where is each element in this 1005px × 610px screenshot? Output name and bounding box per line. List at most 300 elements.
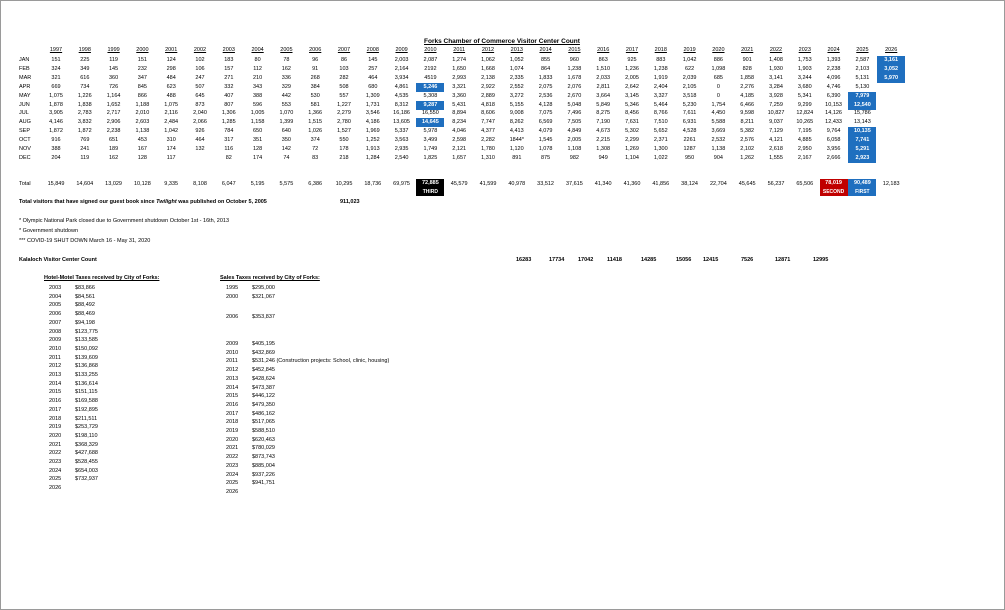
hotel-tax-amount: $169,588 xyxy=(75,398,98,405)
table-cell: 5,291 xyxy=(848,145,876,154)
table-cell: 1,652 xyxy=(106,101,121,108)
table-cell: 336 xyxy=(281,74,291,81)
table-cell: 78 xyxy=(283,57,290,63)
year-header: 2020 xyxy=(712,47,725,53)
table-cell: 2,033 xyxy=(596,74,611,81)
total-cell: 6,047 xyxy=(221,181,236,187)
table-cell: 2,670 xyxy=(567,92,582,99)
rank-third-badge: THIRD xyxy=(416,188,444,196)
table-cell: 680 xyxy=(368,83,378,90)
sales-tax-year: 2014 xyxy=(226,384,239,391)
table-cell: 103 xyxy=(339,65,349,72)
total-cell: 45,579 xyxy=(450,181,468,187)
table-cell: 7,747 xyxy=(481,119,495,126)
table-cell: 12,540 xyxy=(848,101,876,110)
total-cell: 18,736 xyxy=(364,181,382,187)
table-cell: 145 xyxy=(109,65,119,72)
hotel-tax-amount: $528,455 xyxy=(75,459,98,465)
table-cell: 2,238 xyxy=(826,65,841,72)
table-cell: 1,026 xyxy=(308,128,323,135)
table-cell: 2,102 xyxy=(740,146,755,152)
sales-tax-amount: $432,869 xyxy=(252,349,275,356)
year-header: 2015 xyxy=(568,47,581,53)
table-cell: 321 xyxy=(51,74,61,81)
table-cell: 1,238 xyxy=(567,65,582,72)
table-cell: 901 xyxy=(742,57,752,63)
table-cell: 7,129 xyxy=(769,128,783,135)
table-cell: 2,618 xyxy=(769,146,783,152)
year-header: 2013 xyxy=(510,47,523,53)
table-cell: 640 xyxy=(281,128,291,135)
table-cell: 1,269 xyxy=(625,146,639,152)
table-cell: 1,527 xyxy=(337,128,351,135)
table-cell xyxy=(877,145,905,154)
hotel-tax-year: 2019 xyxy=(49,424,62,431)
table-cell: 3,546 xyxy=(365,110,380,117)
table-cell: 3,518 xyxy=(682,92,697,99)
kalaloch-value: 7526 xyxy=(741,257,754,263)
month-label: FEB xyxy=(19,65,30,72)
table-cell: 1,227 xyxy=(337,101,351,108)
table-cell: 4,186 xyxy=(365,119,380,126)
table-cell: 1,833 xyxy=(538,74,553,81)
hotel-tax-amount: $150,092 xyxy=(75,345,98,352)
table-cell: 271 xyxy=(224,74,234,81)
table-cell: 174 xyxy=(166,146,176,152)
table-cell: 2,484 xyxy=(164,119,179,126)
table-cell: 7,190 xyxy=(596,119,611,126)
hotel-tax-amount: $133,255 xyxy=(75,372,98,378)
hotel-tax-amount: $192,895 xyxy=(75,406,98,413)
table-cell: 407 xyxy=(224,92,234,99)
hotel-tax-year: 2017 xyxy=(49,406,62,413)
table-cell: 1,668 xyxy=(481,65,495,72)
table-cell: 875 xyxy=(541,154,551,161)
total-cell: 69,975 xyxy=(393,181,410,187)
kalaloch-value: 14285 xyxy=(641,257,657,263)
table-cell: 645 xyxy=(195,92,205,99)
year-header: 1998 xyxy=(78,47,91,53)
table-cell: 2,780 xyxy=(337,119,351,126)
sales-tax-amount: $780,029 xyxy=(252,445,275,452)
table-cell: 669 xyxy=(51,83,61,90)
table-cell: 1,164 xyxy=(106,92,121,99)
table-cell: 1,005 xyxy=(250,110,265,117)
table-cell: 3,161 xyxy=(877,56,905,65)
kalaloch-value: 12995 xyxy=(813,257,829,263)
table-cell: 3,905 xyxy=(49,110,63,117)
total-cell: 5,575 xyxy=(279,181,294,187)
kalaloch-value: 12871 xyxy=(775,257,791,263)
sales-tax-amount: $873,743 xyxy=(252,454,275,461)
table-cell: 828 xyxy=(742,65,752,72)
table-cell: 1,074 xyxy=(509,65,524,72)
table-cell: 950 xyxy=(685,154,695,161)
table-cell: 9,008 xyxy=(509,110,524,117)
hotel-tax-amount: $151,115 xyxy=(75,389,98,396)
total-cell: 40,978 xyxy=(508,181,526,187)
table-cell: 2,642 xyxy=(625,83,639,90)
table-cell: 80 xyxy=(254,57,261,63)
kalaloch-value: 17042 xyxy=(578,257,594,263)
hotel-tax-year: 2024 xyxy=(49,467,62,474)
table-cell: 2,923 xyxy=(848,154,876,163)
sales-tax-amount: $428,624 xyxy=(252,375,275,382)
table-cell: 268 xyxy=(310,74,320,81)
table-cell: 310 xyxy=(166,137,176,144)
table-cell: 5,302 xyxy=(625,128,639,135)
table-cell: 4,861 xyxy=(394,83,409,90)
hotel-tax-year: 2012 xyxy=(49,363,62,370)
guestbook-label-text-a: Total visitors that have signed our guest book since xyxy=(19,199,157,205)
month-label: NOV xyxy=(19,146,31,152)
table-cell: 4,096 xyxy=(826,74,841,81)
table-cell: 2,783 xyxy=(77,110,92,117)
table-cell: 384 xyxy=(310,83,320,90)
kalaloch-value: 15056 xyxy=(676,257,692,263)
table-cell: 4,146 xyxy=(49,119,63,126)
table-cell: 2,922 xyxy=(481,83,495,90)
sales-tax-year: 2018 xyxy=(226,419,239,426)
sales-tax-year: 2006 xyxy=(226,314,239,320)
table-cell: 2,010 xyxy=(135,110,150,117)
table-cell: 10,827 xyxy=(767,110,785,117)
month-label: APR xyxy=(19,83,31,90)
table-cell: 1,262 xyxy=(740,154,755,161)
table-cell: 2,005 xyxy=(625,74,639,81)
total-cell: 13,029 xyxy=(105,181,122,187)
table-cell: 2,811 xyxy=(596,83,610,90)
table-cell: 82 xyxy=(225,154,232,161)
table-cell: 1,075 xyxy=(49,92,63,99)
table-cell: 863 xyxy=(598,57,608,63)
table-cell: 442 xyxy=(281,92,291,99)
sales-tax-year: 1995 xyxy=(226,285,239,291)
table-cell: 2,279 xyxy=(337,110,351,117)
table-cell: 116 xyxy=(224,146,234,152)
table-cell: 1,252 xyxy=(365,137,380,144)
table-cell: 2,167 xyxy=(797,154,812,161)
guestbook-label xyxy=(19,199,267,205)
table-cell: 2,005 xyxy=(567,137,582,144)
table-cell: 1844* xyxy=(509,137,524,144)
table-cell: 1,930 xyxy=(769,65,783,72)
hotel-tax-year: 2021 xyxy=(49,441,62,448)
table-cell: 784 xyxy=(224,128,234,135)
sales-tax-amount: $321,067 xyxy=(252,293,275,300)
table-cell: 5,341 xyxy=(797,92,812,99)
table-cell: 1,913 xyxy=(365,146,380,152)
table-cell: 1,878 xyxy=(49,101,63,108)
table-cell: 189 xyxy=(109,146,119,152)
hotel-tax-year: 2018 xyxy=(49,415,62,422)
table-cell: 4,413 xyxy=(509,128,524,135)
table-cell: 7,075 xyxy=(538,110,553,117)
table-cell: 8,262 xyxy=(509,119,524,126)
table-cell: 7,611 xyxy=(682,110,697,117)
table-cell: 1,919 xyxy=(653,74,668,81)
table-cell: 5,337 xyxy=(394,128,409,135)
year-header: 2023 xyxy=(798,47,811,53)
table-cell: 7,741 xyxy=(848,136,876,145)
table-cell: 873 xyxy=(195,101,205,108)
year-header: 1997 xyxy=(49,47,63,53)
hotel-tax-year: 2009 xyxy=(49,337,62,344)
table-cell xyxy=(877,92,905,101)
table-cell: 2,066 xyxy=(193,119,207,126)
table-cell: 10,265 xyxy=(796,119,814,126)
table-cell: 866 xyxy=(137,92,147,99)
table-cell: 7,631 xyxy=(625,119,639,126)
table-cell: 13,143 xyxy=(853,119,871,126)
table-cell: 960 xyxy=(569,57,579,63)
sales-tax-amount: $405,195 xyxy=(252,341,275,347)
table-cell: 651 xyxy=(109,137,119,144)
year-header: 2005 xyxy=(280,47,293,53)
hotel-tax-amount: $211,511 xyxy=(75,415,98,422)
table-cell: 3,499 xyxy=(423,137,438,144)
hotel-tax-year: 2003 xyxy=(49,285,62,291)
table-cell: 5,849 xyxy=(596,101,611,108)
kalaloch-label: Kalaloch Visitor Center Count xyxy=(19,257,97,263)
sales-tax-year: 2016 xyxy=(226,401,239,408)
table-cell xyxy=(877,83,905,92)
month-label: AUG xyxy=(19,119,31,126)
table-cell xyxy=(877,154,905,163)
table-cell: 86 xyxy=(340,57,348,63)
total-cell: 10,128 xyxy=(133,181,151,187)
sales-tax-year: 2017 xyxy=(226,410,239,417)
table-cell: 2,103 xyxy=(855,65,870,72)
table-cell: 4,450 xyxy=(711,110,726,117)
year-header: 2008 xyxy=(366,47,379,53)
table-cell: 324 xyxy=(51,65,61,72)
table-cell: 1,138 xyxy=(135,128,150,135)
table-cell: 9,287 xyxy=(416,101,444,110)
table-cell: 1,052 xyxy=(509,57,524,63)
table-cell: 1,108 xyxy=(567,146,582,152)
table-cell: 9,764 xyxy=(826,128,841,135)
table-cell: 5,130 xyxy=(855,83,870,90)
table-cell: 488 xyxy=(166,92,176,99)
sales-tax-amount: $446,122 xyxy=(252,393,275,400)
table-cell: 5,131 xyxy=(855,74,870,81)
table-cell: 5,652 xyxy=(653,128,668,135)
table-cell: 74 xyxy=(283,154,290,161)
table-cell: 2,105 xyxy=(682,83,697,90)
table-cell: 3,327 xyxy=(653,92,668,99)
year-header: 2018 xyxy=(654,47,667,53)
sales-tax-amount: $479,350 xyxy=(252,401,275,408)
sales-tax-year: 2009 xyxy=(226,341,239,347)
table-cell: 949 xyxy=(598,154,608,161)
table-cell: 6,390 xyxy=(826,92,841,99)
table-cell: 3,832 xyxy=(77,119,92,126)
table-cell: 1,188 xyxy=(135,101,150,108)
table-cell: 7,510 xyxy=(653,119,668,126)
table-cell: 3,928 xyxy=(769,92,783,99)
hotel-tax-year: 2014 xyxy=(49,380,62,387)
table-cell: 151 xyxy=(137,57,147,63)
table-cell: 2,076 xyxy=(567,83,582,90)
guestbook-value: 911,023 xyxy=(340,199,360,205)
table-cell: 2,935 xyxy=(394,146,409,152)
hotel-tax-year: 2013 xyxy=(49,372,62,378)
total-cell: 15,849 xyxy=(47,181,65,187)
table-cell: 5,464 xyxy=(653,101,668,108)
table-cell: 1,969 xyxy=(365,128,380,135)
table-cell: 2,116 xyxy=(164,110,178,117)
table-cell: 2,717 xyxy=(106,110,121,117)
table-cell: 1,284 xyxy=(365,154,380,161)
year-header: 2003 xyxy=(222,47,235,53)
sales-tax-amount: $353,837 xyxy=(252,314,275,320)
table-cell: 1,309 xyxy=(365,92,380,99)
table-cell: 8,234 xyxy=(452,119,467,126)
year-header: 2002 xyxy=(193,47,207,53)
month-label: JUL xyxy=(19,110,29,117)
sales-tax-year: 2010 xyxy=(226,349,239,356)
table-cell: 1,650 xyxy=(452,65,467,72)
total-cell: 41,599 xyxy=(479,181,497,187)
table-cell: 347 xyxy=(137,74,147,81)
month-label: DEC xyxy=(19,154,31,161)
table-cell: 9,037 xyxy=(769,119,783,126)
table-cell: 1,042 xyxy=(164,128,179,135)
table-cell: 1,158 xyxy=(250,119,265,126)
table-cell: 464 xyxy=(195,137,205,144)
table-cell: 4,079 xyxy=(538,128,553,135)
table-cell: 132 xyxy=(195,146,205,152)
total-cell: 12,183 xyxy=(882,181,900,187)
sales-tax-amount: $588,510 xyxy=(252,428,275,434)
table-cell: 1,903 xyxy=(797,65,812,72)
year-header: 2017 xyxy=(625,47,639,53)
table-cell: 6,931 xyxy=(682,119,697,126)
table-cell: 1,285 xyxy=(221,119,236,126)
table-cell: 162 xyxy=(281,65,291,72)
table-cell: 3,052 xyxy=(877,65,905,74)
table-cell: 883 xyxy=(656,57,666,63)
kalaloch-value: 16283 xyxy=(516,257,532,263)
table-cell: 7,496 xyxy=(567,110,582,117)
table-cell: 210 xyxy=(253,74,263,81)
hotel-tax-amount: $123,775 xyxy=(75,328,98,335)
table-cell: 8,766 xyxy=(653,110,668,117)
table-cell: 685 xyxy=(713,74,723,81)
table-cell: 183 xyxy=(224,57,234,63)
table-cell: 2,576 xyxy=(740,137,755,144)
total-cell: 41,340 xyxy=(594,181,612,187)
table-cell: 124 xyxy=(166,57,176,63)
table-cell: 2,536 xyxy=(538,92,553,99)
table-cell: 6,569 xyxy=(538,119,553,126)
table-cell: 2,299 xyxy=(625,137,639,144)
table-cell: 2,040 xyxy=(193,110,207,117)
table-cell: 360 xyxy=(109,74,119,81)
table-cell: 6,466 xyxy=(740,101,755,108)
table-cell: 174 xyxy=(253,154,263,161)
year-header: 2025 xyxy=(856,47,869,53)
table-cell: 1,657 xyxy=(452,154,467,161)
table-cell: 1,062 xyxy=(481,57,495,63)
table-cell: 2,075 xyxy=(538,83,553,90)
year-header: 2007 xyxy=(337,47,351,53)
table-cell: 807 xyxy=(224,101,234,108)
table-cell: 7,259 xyxy=(769,101,783,108)
table-cell: 257 xyxy=(368,65,378,72)
year-header: 2019 xyxy=(683,47,696,53)
table-cell: 1,731 xyxy=(365,101,380,108)
month-label: MAY xyxy=(19,92,31,99)
sales-tax-amount: $452,845 xyxy=(252,367,275,374)
table-cell: 596 xyxy=(253,101,263,108)
table-cell: 3,669 xyxy=(711,128,726,135)
total-label: Total xyxy=(19,181,31,187)
table-cell: 1,749 xyxy=(423,146,438,152)
table-cell: 1,098 xyxy=(711,65,726,72)
table-cell: 5,431 xyxy=(452,101,467,108)
table-cell: 4,535 xyxy=(394,92,409,99)
note-3: *** COVID-19 SHUT DOWN March 16 - May 31, 2020 xyxy=(19,238,151,244)
page-title: Forks Chamber of Commerce Visitor Center Count xyxy=(424,38,580,45)
table-cell: 151 xyxy=(51,57,61,63)
table-cell: 4,528 xyxy=(682,128,697,135)
table-cell: 204 xyxy=(51,154,61,161)
table-cell: 2,121 xyxy=(452,146,467,152)
table-cell: 3,360 xyxy=(452,92,467,99)
table-cell: 886 xyxy=(713,57,723,63)
total-cell: 10,295 xyxy=(335,181,353,187)
table-cell: 726 xyxy=(109,83,119,90)
sales-tax-amount: $620,463 xyxy=(252,436,275,443)
table-cell: 225 xyxy=(80,57,90,63)
kalaloch-value: 11418 xyxy=(607,257,622,263)
table-cell: 2,215 xyxy=(596,137,611,144)
table-cell: 2,532 xyxy=(711,137,726,144)
table-cell: 1,393 xyxy=(826,57,841,63)
table-cell: 1,366 xyxy=(308,110,323,117)
hotel-tax-year: 2015 xyxy=(49,389,62,396)
year-header: 1999 xyxy=(107,47,120,53)
year-header: 2011 xyxy=(453,47,466,53)
table-cell: 1,308 xyxy=(596,146,611,152)
table-cell: 2,138 xyxy=(481,74,495,81)
table-cell: 14,645 xyxy=(416,118,444,127)
table-cell: 5,970 xyxy=(877,74,905,83)
total-cell: 72,885 xyxy=(416,179,444,188)
table-cell: 128 xyxy=(137,154,147,161)
table-cell: 119 xyxy=(80,154,90,161)
table-cell: 1,555 xyxy=(769,154,783,161)
table-cell: 332 xyxy=(224,83,234,90)
sales-tax-year: 2000 xyxy=(226,293,239,300)
table-cell: 4,046 xyxy=(452,128,467,135)
table-cell: 282 xyxy=(339,74,349,81)
table-cell: 2,540 xyxy=(394,154,409,161)
sales-tax-year: 2019 xyxy=(226,428,239,434)
month-label: OCT xyxy=(19,137,31,144)
year-header: 2014 xyxy=(539,47,552,53)
year-header: 2009 xyxy=(395,47,408,53)
sales-tax-amount: $937,226 xyxy=(252,471,275,478)
table-cell: 1,078 xyxy=(538,146,553,152)
table-cell: 4,818 xyxy=(481,101,495,108)
table-cell xyxy=(186,154,214,163)
total-cell: 9,335 xyxy=(164,181,179,187)
table-cell: 1,838 xyxy=(77,101,92,108)
total-cell: 14,604 xyxy=(76,181,94,187)
